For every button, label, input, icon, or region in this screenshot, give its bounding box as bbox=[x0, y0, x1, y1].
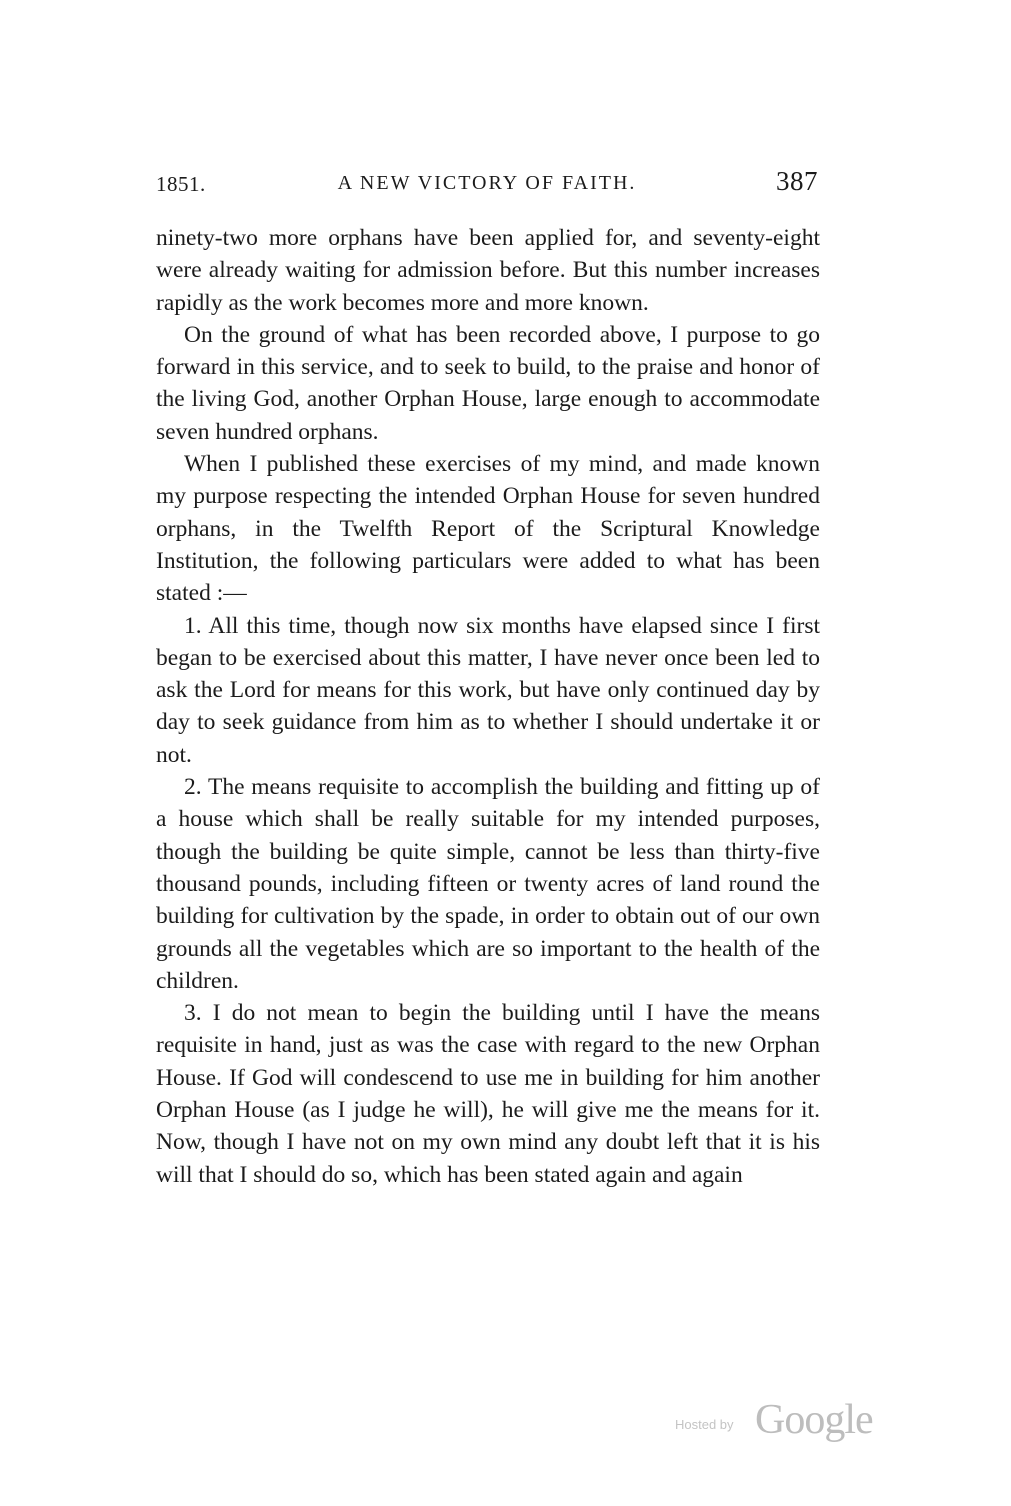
google-logo: Google bbox=[755, 1397, 873, 1443]
paragraph-point-2: 2. The means requisite to accomplish the building and fitting up of a house which shall be really suitable for my intended purposes, though the building be quite simple, cannot be less than thirty-five thousand pounds, including fifteen or twenty acres of land round the building for cultivation by the spade, in order to obtain out of our own grounds all the vegetables which are so important to the health of the children. bbox=[156, 774, 820, 994]
running-head-year: 1851. bbox=[156, 172, 206, 196]
paragraph-point-3: 3. I do not mean to begin the building until I have the means requisite in hand, just as was the case with regard to the new Orphan House. If God will condescend to use me in building for him another Orphan House (as I judge he will), he will give me the means for it. Now, though I have not on my own mind any doubt left that it is his will that I should do so, which has been stated again and again bbox=[156, 1000, 820, 1188]
paragraph-point-1: 1. All this time, though now six months have elapsed since I first began to be exercised about this matter, I have never once been led to ask the Lord for means for this work, but have only continued day by day to seek guidance from him as to whether I should undertake it or not. bbox=[156, 612, 820, 768]
body-text bbox=[156, 222, 820, 1191]
watermark-hosted-by-text: Hosted by bbox=[675, 1417, 734, 1432]
running-head-title: A NEW VICTORY OF FAITH. bbox=[337, 172, 637, 194]
paragraph-continued: ninety-two more orphans have been applied for, and seventy-eight were already waiting for admission before. But this number increases rapidly as the work becomes more and more known. bbox=[156, 225, 820, 316]
running-head bbox=[156, 166, 818, 200]
page-number: 387 bbox=[776, 166, 818, 196]
paragraph-purpose: On the ground of what has been recorded above, I purpose to go forward in this service, and to seek to build, to the praise and honor of the living God, another Orphan House, large enough to accommodate seven hundred orphans. bbox=[156, 321, 820, 445]
paragraph-report: When I published these exercises of my mind, and made known my purpose respecting the intended Orphan House for seven hundred orphans, in the Twelfth Report of the Scriptural Knowledge Institution, the following particulars were added to what has been stated :— bbox=[156, 451, 820, 607]
hosted-by-watermark bbox=[675, 1388, 885, 1448]
